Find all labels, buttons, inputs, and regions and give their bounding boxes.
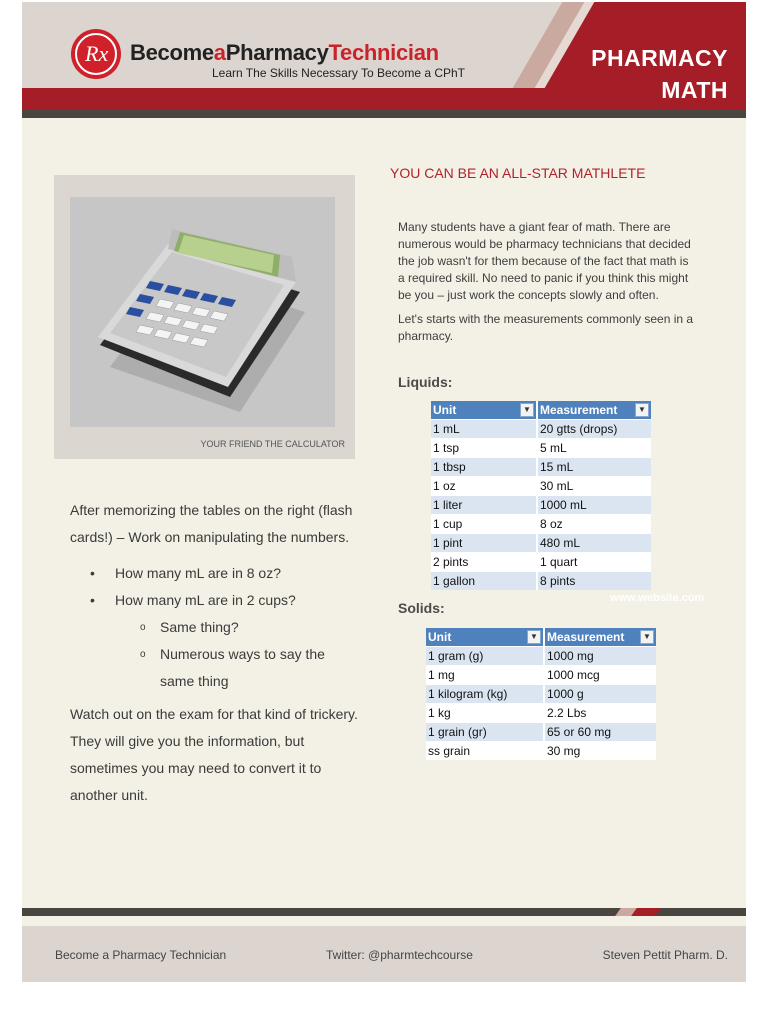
table-cell: 1 grain (gr) xyxy=(426,723,544,742)
table-cell: 1 mL xyxy=(431,420,537,439)
list-item: • How many mL are in 2 cups? xyxy=(70,587,360,614)
list-item: o Same thing? xyxy=(70,614,360,641)
left-column-text xyxy=(70,497,360,809)
table-cell: 1 tbsp xyxy=(431,458,537,477)
table-cell: 1 liter xyxy=(431,496,537,515)
table-cell: 1 quart xyxy=(537,553,651,572)
table-row xyxy=(431,553,651,572)
footer-site-name: Become a Pharmacy Technician xyxy=(55,948,227,962)
table-row xyxy=(426,666,656,685)
column-header[interactable]: Measurement ▼ xyxy=(544,628,656,647)
table-cell: 1 gallon xyxy=(431,572,537,591)
table-cell: 2 pints xyxy=(431,553,537,572)
photo-caption: YOUR FRIEND THE CALCULATOR xyxy=(200,439,345,449)
page xyxy=(22,2,746,982)
intro-text xyxy=(398,219,698,352)
filter-dropdown-icon[interactable]: ▼ xyxy=(520,403,534,417)
table-cell: 1000 mg xyxy=(544,647,656,666)
table-cell: 1 oz xyxy=(431,477,537,496)
table-cell: 2.2 Lbs xyxy=(544,704,656,723)
table-row xyxy=(426,723,656,742)
watermark: www.website.com xyxy=(610,592,705,604)
column-header[interactable]: Measurement ▼ xyxy=(537,401,651,420)
table-cell: 15 mL xyxy=(537,458,651,477)
table-cell: 8 oz xyxy=(537,515,651,534)
table-row xyxy=(431,515,651,534)
table-cell: 65 or 60 mg xyxy=(544,723,656,742)
table-cell: 1000 mL xyxy=(537,496,651,515)
table-row xyxy=(426,704,656,723)
page-title: PHARMACY MATH xyxy=(591,45,728,103)
table-cell: 1 tsp xyxy=(431,439,537,458)
table-row xyxy=(431,439,651,458)
table-cell: 1 pint xyxy=(431,534,537,553)
filter-dropdown-icon[interactable]: ▼ xyxy=(640,630,654,644)
solids-label: Solids: xyxy=(398,600,445,616)
table-row xyxy=(431,420,651,439)
table-cell: 30 mL xyxy=(537,477,651,496)
table-cell: 30 mg xyxy=(544,742,656,761)
column-header[interactable]: Unit ▼ xyxy=(426,628,544,647)
calculator-icon xyxy=(70,197,335,427)
table-cell: ss grain xyxy=(426,742,544,761)
liquids-label: Liquids: xyxy=(398,374,453,390)
paragraph: Many students have a giant fear of math. There are numerous would be pharmacy technicians that decided the job wasn't for them because of the fact that math is a required skill. No need to panic if you think this might be you – just work the concepts slowly and often. xyxy=(398,220,691,302)
table-row xyxy=(426,647,656,666)
table-row xyxy=(426,685,656,704)
table-cell: 1000 g xyxy=(544,685,656,704)
filter-dropdown-icon[interactable]: ▼ xyxy=(635,403,649,417)
footer-author: Steven Pettit Pharm. D. xyxy=(602,948,728,962)
solids-table xyxy=(426,628,656,760)
list-item: o Numerous ways to say the same thing xyxy=(70,641,360,695)
table-row xyxy=(431,458,651,477)
table-row xyxy=(431,496,651,515)
svg-text:Rx: Rx xyxy=(85,41,109,66)
table-row xyxy=(431,572,651,591)
footer-twitter: Twitter: @pharmtechcourse xyxy=(326,948,473,962)
table-row xyxy=(426,742,656,761)
table-row xyxy=(431,534,651,553)
header-banner xyxy=(22,2,746,118)
table-cell: 480 mL xyxy=(537,534,651,553)
brand-name: BecomeaPharmacyTechnician xyxy=(130,40,439,65)
table-cell: 1 kg xyxy=(426,704,544,723)
paragraph: Let's starts with the measurements commonly seen in a pharmacy. xyxy=(398,312,694,343)
calculator-photo-frame xyxy=(54,175,355,459)
tagline: Learn The Skills Necessary To Become a CPhT xyxy=(212,66,466,80)
table-cell: 1 mg xyxy=(426,666,544,685)
calculator-image xyxy=(70,197,335,427)
list-item: • How many mL are in 8 oz? xyxy=(70,560,360,587)
table-cell: 1 cup xyxy=(431,515,537,534)
table-cell: 20 gtts (drops) xyxy=(537,420,651,439)
filter-dropdown-icon[interactable]: ▼ xyxy=(527,630,541,644)
paragraph: Watch out on the exam for that kind of trickery. They will give you the information, but sometimes you may need to convert it to another unit. xyxy=(70,706,358,803)
rx-logo-icon xyxy=(70,28,122,80)
column-header[interactable]: Unit ▼ xyxy=(431,401,537,420)
table-cell: 1 kilogram (kg) xyxy=(426,685,544,704)
table-cell: 8 pints xyxy=(537,572,651,591)
table-cell: 5 mL xyxy=(537,439,651,458)
bullet-list xyxy=(70,560,360,695)
table-cell: 1000 mcg xyxy=(544,666,656,685)
table-cell: 1 gram (g) xyxy=(426,647,544,666)
section-heading: YOU CAN BE AN ALL-STAR MATHLETE xyxy=(390,165,646,181)
table-row xyxy=(431,477,651,496)
paragraph: After memorizing the tables on the right (flash cards!) – Work on manipulating the numbers. xyxy=(70,502,353,545)
liquids-table xyxy=(431,401,651,590)
